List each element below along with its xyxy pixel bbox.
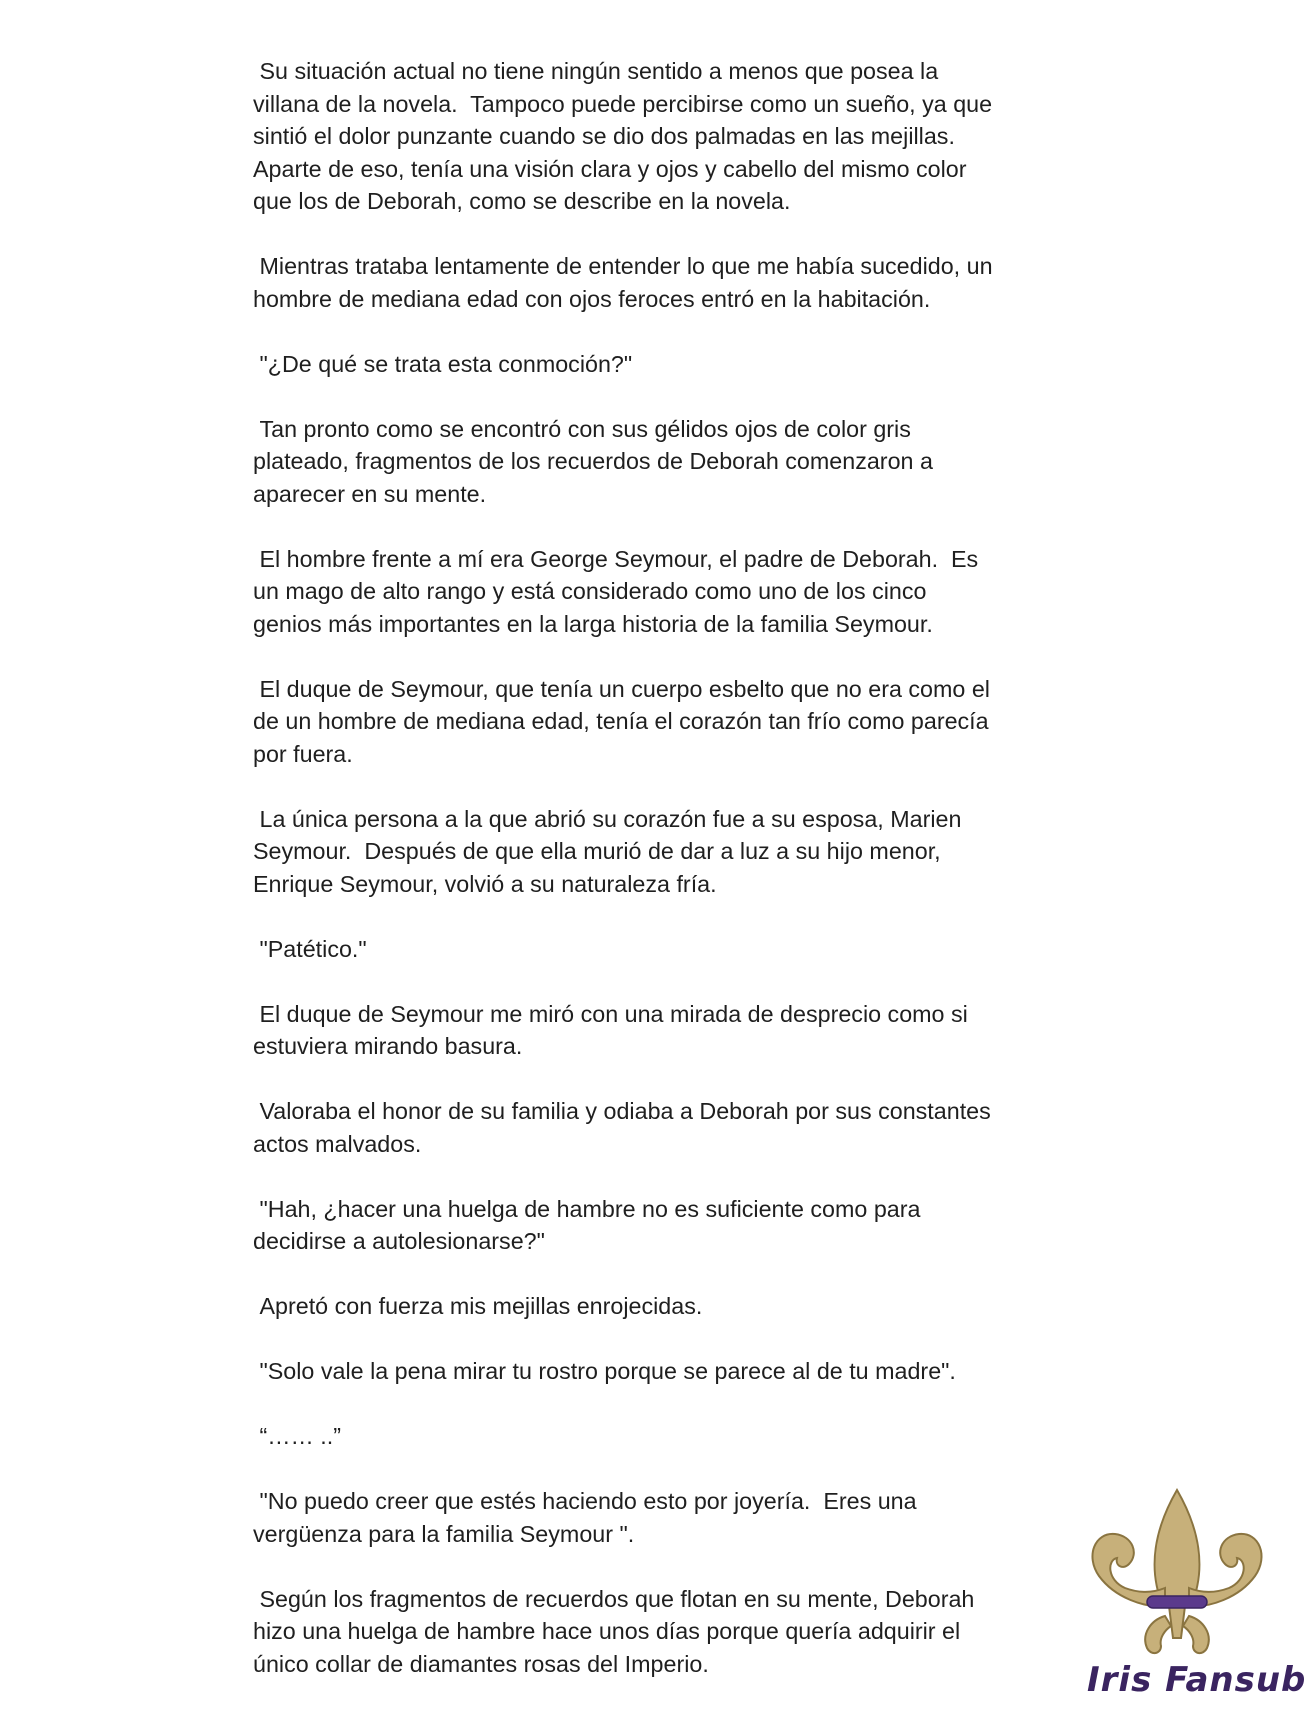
paragraph: “…… ..” xyxy=(253,1423,342,1449)
paragraph: "Hah, ¿hacer una huelga de hambre no es suficiente como para decidirse a autolesionarse?" xyxy=(253,1195,921,1254)
paragraph: "No puedo creer que estés haciendo esto por joyería. Eres una vergüenza para la familia Seymour ". xyxy=(253,1488,917,1547)
paragraph: Según los fragmentos de recuerdos que flotan en su mente, Deborah hizo una huelga de hambre hace unos días porque quería adquirir el único collar de diamantes rosas del Imperio. xyxy=(253,1585,975,1677)
paragraph: Valoraba el honor de su familia y odiaba a Deborah por sus constantes actos malvados. xyxy=(253,1098,991,1157)
paragraph: El duque de Seymour, que tenía un cuerpo esbelto que no era como el de un hombre de mediana edad, tenía el corazón tan frío como parecía por fuera. xyxy=(253,675,990,767)
paragraph: Tan pronto como se encontró con sus gélidos ojos de color gris plateado, fragmentos de los recuerdos de Deborah comenzaron a aparecer en su mente. xyxy=(253,415,933,507)
paragraph: "Patético." xyxy=(253,935,367,962)
document-body xyxy=(253,55,1043,1713)
paragraph: "¿De qué se trata esta conmoción?" xyxy=(253,350,633,377)
paragraph: Mientras trataba lentamente de entender lo que me había sucedido, un hombre de mediana edad con ojos feroces entró en la habitación. xyxy=(253,253,993,312)
paragraph: Apretó con fuerza mis mejillas enrojecidas. xyxy=(253,1293,703,1319)
paragraph: "Solo vale la pena mirar tu rostro porque se parece al de tu madre". xyxy=(253,1358,956,1384)
paragraph: El hombre frente a mí era George Seymour, el padre de Deborah. Es un mago de alto rango y está considerado como uno de los cinco genios más importantes en la larga historia de la familia Seymour. xyxy=(253,545,979,637)
watermark-logo xyxy=(1085,1488,1306,1708)
watermark-text: Iris Fansub xyxy=(1087,1660,1306,1700)
fleur-de-lis-icon xyxy=(1085,1488,1270,1663)
paragraph: La única persona a la que abrió su corazón fue a su esposa, Marien Seymour. Después de que ella murió de dar a luz a su hijo menor, Enrique Seymour, volvió a su naturaleza fría. xyxy=(253,805,962,897)
paragraph: Su situación actual no tiene ningún sentido a menos que posea la villana de la novela. Tampoco puede percibirse como un sueño, ya que sintió el dolor punzante cuando se dio dos palmadas en las mejillas. Aparte de eso, tenía una visión clara y ojos y cabello del mismo color que los de Deborah, como se describe en la novela. xyxy=(253,58,993,214)
paragraph: El duque de Seymour me miró con una mirada de desprecio como si estuviera mirando basura. xyxy=(253,1000,968,1059)
